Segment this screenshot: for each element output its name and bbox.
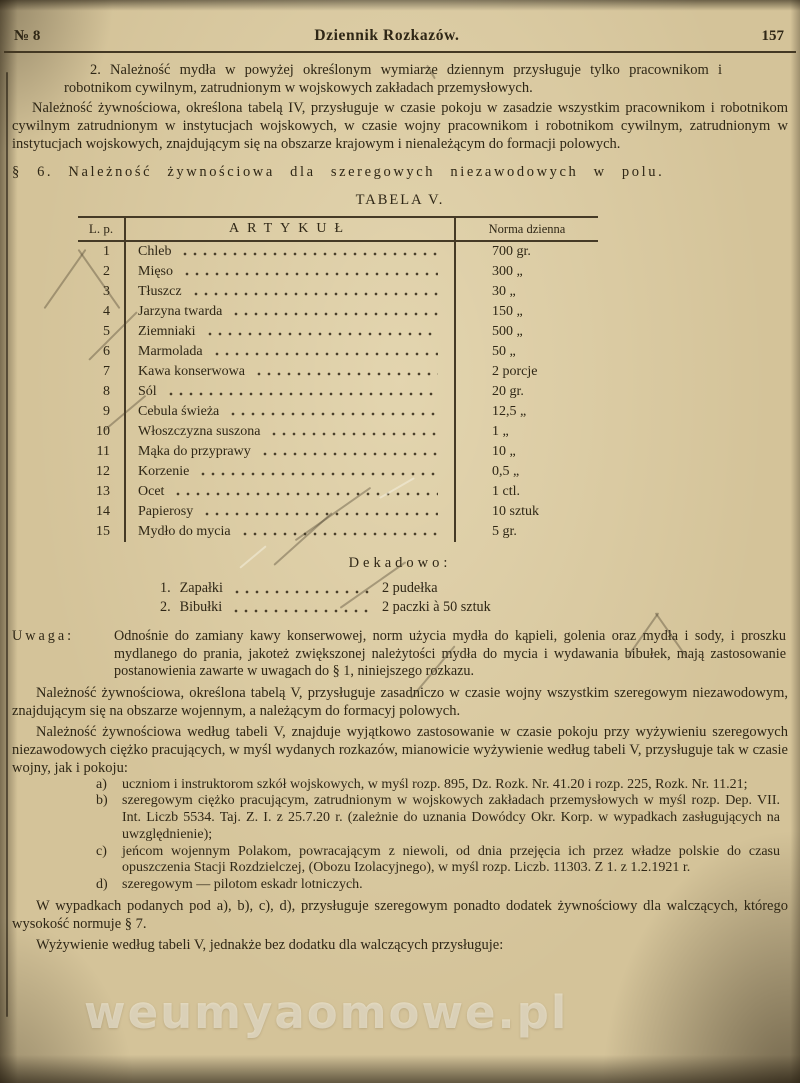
row-number: 11	[78, 442, 126, 462]
issue-number: № 8	[14, 28, 41, 44]
row-number: 14	[78, 502, 126, 522]
intro-paragraph-soap: 2. Należność mydła w powyżej określonym wymiarze dziennym przysługuje tylko pracownikom i robotnikom cywilnym, zatrudnionym w wojskowych zakładach przemysłowych.	[64, 62, 722, 96]
table-row	[78, 382, 598, 402]
dot-leader	[254, 372, 438, 376]
dot-leader	[173, 492, 438, 496]
table-row	[78, 502, 598, 522]
row-article	[126, 262, 456, 282]
article-name: Korzenie	[138, 463, 190, 479]
row-article	[126, 282, 456, 302]
item-text: uczniom i instruktorom szkół wojskowych, w myśl rozp. 895, Dz. Rozk. Nr. 41.20 i rozp. 225, Rozk. Nr. 11.21;	[122, 776, 748, 792]
uwaga-label: Uwaga:	[12, 628, 75, 644]
page-number: 157	[761, 28, 784, 44]
body-paragraph-peacetime: Należność żywnościowa według tabeli V, znajduje wyjątkowo zastosowanie w czasie pokoju przy wyżywieniu szeregowych niezawodowych ciężko pracujących, w myśl wydanych rozkazów, mianowicie wyżywienie według tabeli V, przysługuje tak w czasie wojny, jak i pokoju:	[12, 723, 788, 776]
row-article	[126, 342, 456, 362]
lettered-item	[96, 844, 788, 878]
watermark: weumyaomowe.pl	[84, 986, 569, 1039]
uwaga-text: Odnośnie do zamiany kawy konserwowej, norm użycia mydła do kąpieli, golenia oraz mydła i sody, i proszku mydlanego do prania, jakoteż zwiększonej należytości mydła do mycia i wydawania bibułek, mają zastosowanie postanowienia zawarte w uwagach do § 1, niniejszego rozkazu.	[114, 628, 786, 679]
row-number: 15	[78, 522, 126, 542]
item-text: szeregowym ciężko pracującym, zatrudnionym w wojskowych zakładach przemysłowych w myśl rozp. Dep. VII. Int. Liczb 5534. Taj. Z. I. z 25.7.20 r. (zależnie do uznania Dowódcy Okr. Korp. w wypadkach zasługujących na uwzględnienie);	[122, 793, 780, 842]
dot-leader	[212, 352, 438, 356]
body-paragraph-allowance: W wypadkach podanych pod a), b), c), d), przysługuje szeregowym ponadto dodatek żywnościowy dla walczących, którego wysokość normuje § 7.	[12, 898, 788, 933]
dot-leader	[191, 292, 438, 296]
article-name: Włoszczyzna suszona	[138, 423, 261, 439]
article-name: Ocet	[138, 483, 165, 499]
table-title: TABELA V.	[355, 192, 445, 208]
row-article	[126, 442, 456, 462]
table-row	[78, 322, 598, 342]
row-norm: 12,5 „	[492, 403, 527, 419]
row-norm: 1 ctl.	[492, 483, 520, 499]
dot-leader	[228, 412, 438, 416]
table-row	[78, 362, 598, 382]
table-row	[78, 242, 598, 262]
column-header-norma: Norma dzienna	[488, 222, 566, 236]
body-paragraph-closing: Wyżywienie według tabeli V, jednakże bez dodatku dla walczących przysługuje:	[36, 937, 504, 954]
dot-leader	[166, 392, 438, 396]
table-row	[78, 262, 598, 282]
dekadowo-item-number: 1.	[160, 580, 171, 596]
article-name: Tłuszcz	[138, 283, 182, 299]
dot-leader	[231, 609, 372, 613]
row-norm: 30 „	[492, 283, 516, 299]
dot-leader	[240, 532, 438, 536]
dekadowo-item	[160, 579, 630, 598]
row-article	[126, 242, 456, 262]
row-norm: 10 „	[492, 443, 516, 459]
dekadowo-item-article: Zapałki	[179, 580, 223, 596]
dot-leader	[269, 432, 438, 436]
journal-title: Dziennik Rozkazów.	[314, 27, 460, 44]
row-norm: 0,5 „	[492, 463, 520, 479]
row-article	[126, 322, 456, 342]
table-row	[78, 462, 598, 482]
row-number: 12	[78, 462, 126, 482]
row-article	[126, 302, 456, 322]
item-letter: b)	[96, 793, 108, 809]
intro-paragraph-food: Należność żywnościowa, określona tabelą IV, przysługuje w czasie pokoju w zasadzie wszystkim pracownikom i robotnikom cywilnym zatrudnionym w instytucjach wojskowych, w czasie wojny pracownikom i robotnikom cywilnym, zatrudnionym w instytucjach wojskowych, znajdującym się na obszarze krajowym i nienależącym do formacji polowych.	[12, 100, 788, 152]
row-norm: 20 gr.	[492, 383, 524, 399]
article-name: Mięso	[138, 263, 173, 279]
row-article	[126, 422, 456, 442]
row-article	[126, 482, 456, 502]
tabela-v	[78, 216, 598, 542]
scan-edge-line	[6, 72, 8, 1017]
row-norm: 150 „	[492, 303, 523, 319]
row-number: 2	[78, 262, 126, 282]
table-row	[78, 302, 598, 322]
dekadowo-item-left	[160, 579, 382, 598]
dot-leader	[182, 272, 438, 276]
row-number: 8	[78, 382, 126, 402]
row-number: 5	[78, 322, 126, 342]
row-number: 3	[78, 282, 126, 302]
dot-leader	[232, 590, 372, 594]
item-text: szeregowym — pilotom eskadr lotniczych.	[122, 877, 363, 893]
table-row	[78, 482, 598, 502]
item-letter: d)	[96, 877, 108, 893]
dot-leader	[180, 252, 438, 256]
row-article	[126, 382, 456, 402]
section-heading: § 6. Należność żywnościowa dla szeregowych niezawodowych w polu.	[12, 164, 665, 180]
article-name: Mąka do przyprawy	[138, 443, 251, 459]
row-number: 13	[78, 482, 126, 502]
article-name: Mydło do mycia	[138, 523, 231, 539]
row-norm: 10 sztuk	[492, 503, 540, 519]
row-number: 4	[78, 302, 126, 322]
row-number: 7	[78, 362, 126, 382]
lettered-item	[96, 793, 788, 843]
table-row	[78, 402, 598, 422]
row-norm: 1 „	[492, 423, 509, 439]
row-norm: 300 „	[492, 263, 523, 279]
row-number: 1	[78, 242, 126, 262]
lettered-item	[96, 777, 788, 794]
row-number: 9	[78, 402, 126, 422]
item-letter: c)	[96, 843, 107, 859]
dot-leader	[231, 312, 438, 316]
row-article	[126, 502, 456, 522]
column-header-artykul	[126, 218, 456, 240]
lettered-item	[96, 877, 788, 894]
dot-leader	[202, 512, 438, 516]
row-norm: 5 gr.	[492, 523, 517, 539]
table-row	[78, 442, 598, 462]
article-name: Ziemniaki	[138, 323, 196, 339]
dekadowo-item-norm: 2 paczki à 50 sztuk	[382, 599, 491, 615]
dot-leader	[198, 472, 438, 476]
article-name: Marmolada	[138, 343, 203, 359]
article-name: Kawa konserwowa	[138, 363, 245, 379]
row-article	[126, 362, 456, 382]
page-header	[4, 0, 796, 53]
table-row	[78, 342, 598, 362]
table-row	[78, 282, 598, 302]
dekadowo-item	[160, 598, 630, 617]
item-letter: a)	[96, 776, 107, 792]
row-norm: 700 gr.	[492, 243, 531, 259]
item-text: jeńcom wojennym Polakom, powracającym z niewoli, od dnia przejęcia ich przez władze polskie do czasu opuszczenia Stacji Rozdzielczej, (Obozu Izolacyjnego), w myśl rozp. Liczb. 11303. Z 1. z 1.2.1921 r.	[122, 843, 780, 876]
dekadowo-item-norm: 2 pudełka	[382, 580, 438, 596]
article-name: Cebula świeża	[138, 403, 220, 419]
row-article	[126, 522, 456, 542]
page-content	[0, 61, 800, 954]
article-name: Sól	[138, 383, 157, 399]
table-row	[78, 422, 598, 442]
row-number: 6	[78, 342, 126, 362]
dot-leader	[205, 332, 438, 336]
dekadowo-item-article: Bibułki	[179, 599, 223, 615]
body-paragraph-wartime: Należność żywnościowa, określona tabelą V, przysługuje zasadniczo w czasie wojny wszystkim szeregowym niezawodowym, znajdującym się na obszarze wojennym, a należącym do formacyj polowych.	[12, 684, 788, 719]
table-header-row	[78, 218, 598, 242]
dekadowo-item-number: 2.	[160, 599, 171, 615]
dot-leader	[260, 452, 438, 456]
row-norm: 2 porcje	[492, 363, 538, 379]
row-number: 10	[78, 422, 126, 442]
row-norm: 500 „	[492, 323, 523, 339]
article-name: Jarzyna twarda	[138, 303, 223, 319]
row-norm: 50 „	[492, 343, 516, 359]
row-article	[126, 462, 456, 482]
article-name: Chleb	[138, 243, 172, 259]
table-row	[78, 522, 598, 542]
column-header-lp: L. p.	[78, 218, 126, 240]
column-header-artykul-label: ARTYKUŁ	[228, 221, 352, 236]
article-name: Papierosy	[138, 503, 194, 519]
row-article	[126, 402, 456, 422]
dekadowo-title: Dekadowo:	[348, 555, 452, 571]
